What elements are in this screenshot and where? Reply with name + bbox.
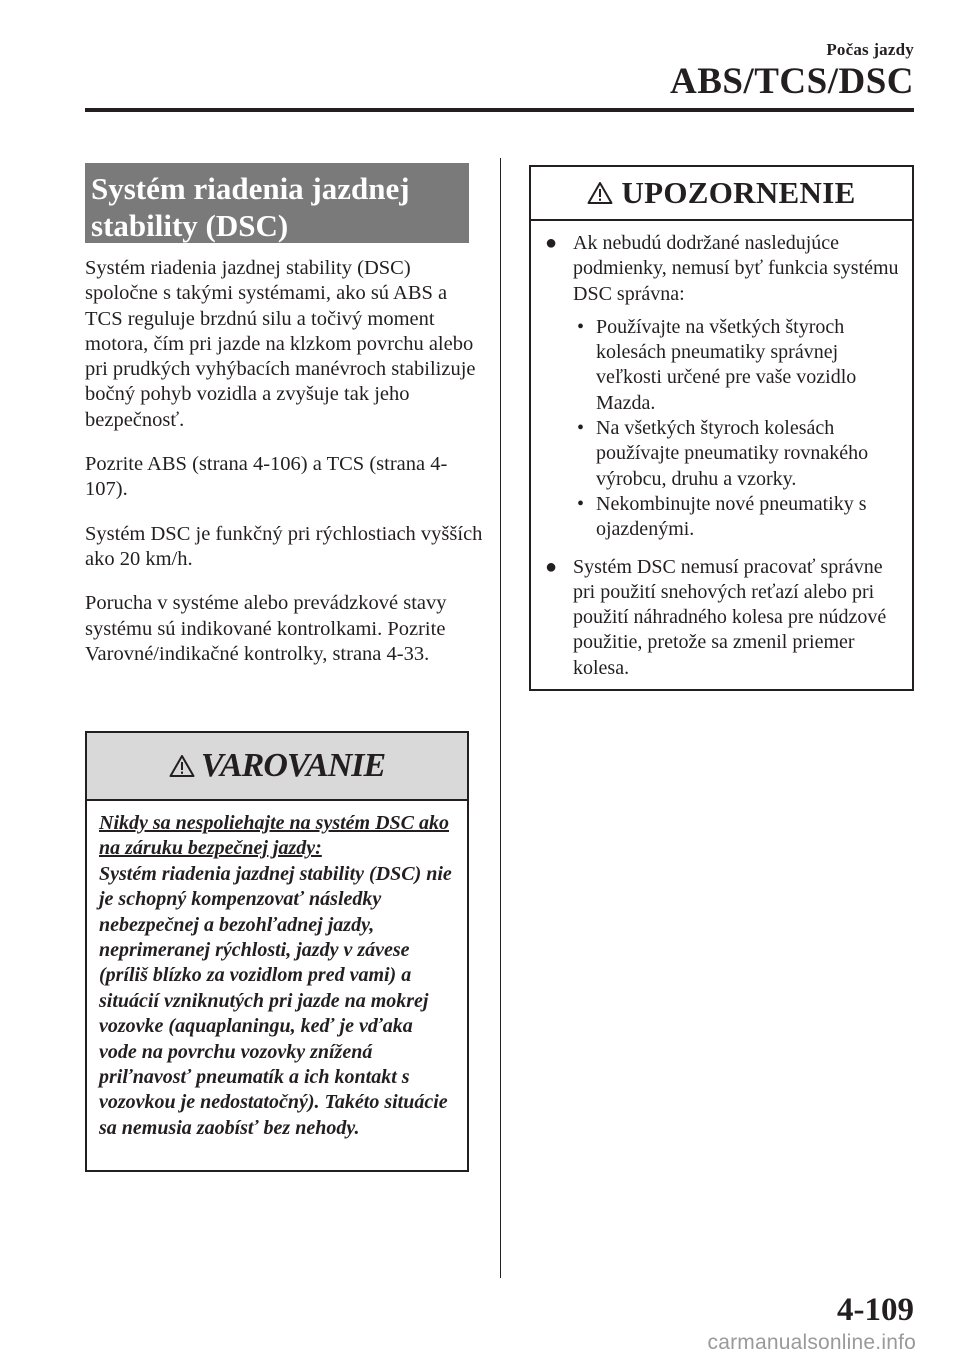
section-title-line-1: Systém riadenia jazdnej bbox=[91, 171, 410, 206]
warning-header bbox=[87, 733, 467, 801]
caution-item-text: Systém DSC nemusí pracovať správne pri použití snehových reťazí alebo pri použití náhradného kolesa pre núdzové použitie, pretože sa zmenil priemer kolesa. bbox=[573, 555, 887, 679]
body-text bbox=[85, 256, 485, 686]
caution-box bbox=[529, 165, 914, 691]
section-title bbox=[85, 163, 469, 243]
body-paragraph: Systém riadenia jazdnej stability (DSC) spoločne s takými systémami, ako sú ABS a TCS reguluje brzdnú silu a točivý moment motora, čím pri jazde na klzkom povrchu alebo pri prudkých vyhýbacích manévroch stabilizuje bočný pohyb vozidla a zvyšuje tak jeho bezpečnosť. bbox=[85, 257, 476, 431]
bullet-icon: • bbox=[577, 315, 585, 338]
body-paragraph: Systém DSC je funkčný pri rýchlostiach vyšších ako 20 km/h. bbox=[85, 522, 483, 570]
bullet-icon: • bbox=[577, 492, 585, 515]
bullet-icon: • bbox=[577, 417, 585, 440]
caution-subitem bbox=[573, 416, 902, 492]
caution-title: UPOZORNENIE bbox=[621, 175, 856, 210]
page-number: 4-109 bbox=[837, 1292, 914, 1328]
caution-subitem-text: Na všetkých štyroch kolesách používajte pneumatiky rovnakého výrobcu, druhu a vzorky. bbox=[596, 417, 869, 490]
caution-sublist bbox=[573, 315, 902, 543]
caution-body bbox=[531, 221, 912, 681]
header-rule bbox=[85, 108, 914, 112]
watermark: carmanualsonline.info bbox=[707, 1331, 916, 1354]
caution-subitem-text: Používajte na všetkých štyroch kolesách pneumatiky správnej veľkosti určené pre vaše vozidlo Mazda. bbox=[596, 315, 857, 414]
body-paragraph: Pozrite ABS (strana 4-106) a TCS (strana 4-107). bbox=[85, 453, 448, 501]
warning-box bbox=[85, 731, 469, 1172]
section-title-line-2: stability (DSC) bbox=[91, 208, 289, 243]
caution-item-text: Ak nebudú dodržané nasledujúce podmienky, nemusí byť funkcia systému DSC správna: bbox=[573, 232, 899, 305]
chapter-title: ABS/TCS/DSC bbox=[669, 61, 914, 102]
running-header: Počas jazdy bbox=[826, 40, 914, 59]
warning-triangle-icon bbox=[169, 754, 195, 778]
caution-item bbox=[541, 555, 902, 681]
caution-subitem bbox=[573, 315, 902, 416]
bullet-icon: ● bbox=[545, 232, 558, 254]
caution-header bbox=[531, 167, 912, 221]
caution-subitem bbox=[573, 492, 902, 543]
warning-lead: Nikdy sa nespoliehajte na systém DSC ako na záruku bezpečnej jazdy: bbox=[99, 812, 450, 860]
column-divider bbox=[500, 158, 501, 1278]
warning-title: VAROVANIE bbox=[200, 747, 386, 784]
caution-subitem-text: Nekombinujte nové pneumatiky s ojazdenými. bbox=[596, 492, 867, 541]
bullet-icon: ● bbox=[545, 555, 558, 578]
warning-text: Systém riadenia jazdnej stability (DSC) nie je schopný kompenzovať následky nebezpečnej a bezohľadnej jazdy, neprimeranej rýchlosti, jazdy v závese (príliš blízko za vozidlom pred vami) a situácií vzniknutých pri jazde na mokrej vozovke (aquaplaningu, keď je vďaka vode na povrchu vozovky znížená priľnavosť pneumatík a ich kontakt s vozovkou je nedostatočný). Takéto situácie sa nemusia zaobísť bez nehody. bbox=[99, 862, 452, 1139]
warning-body bbox=[87, 801, 467, 1141]
body-paragraph: Porucha v systéme alebo prevádzkové stavy systému sú indikované kontrolkami. Pozrite Varovné/indikačné kontrolky, strana 4-33. bbox=[85, 592, 447, 665]
warning-triangle-icon bbox=[587, 181, 613, 205]
caution-item bbox=[541, 231, 902, 543]
